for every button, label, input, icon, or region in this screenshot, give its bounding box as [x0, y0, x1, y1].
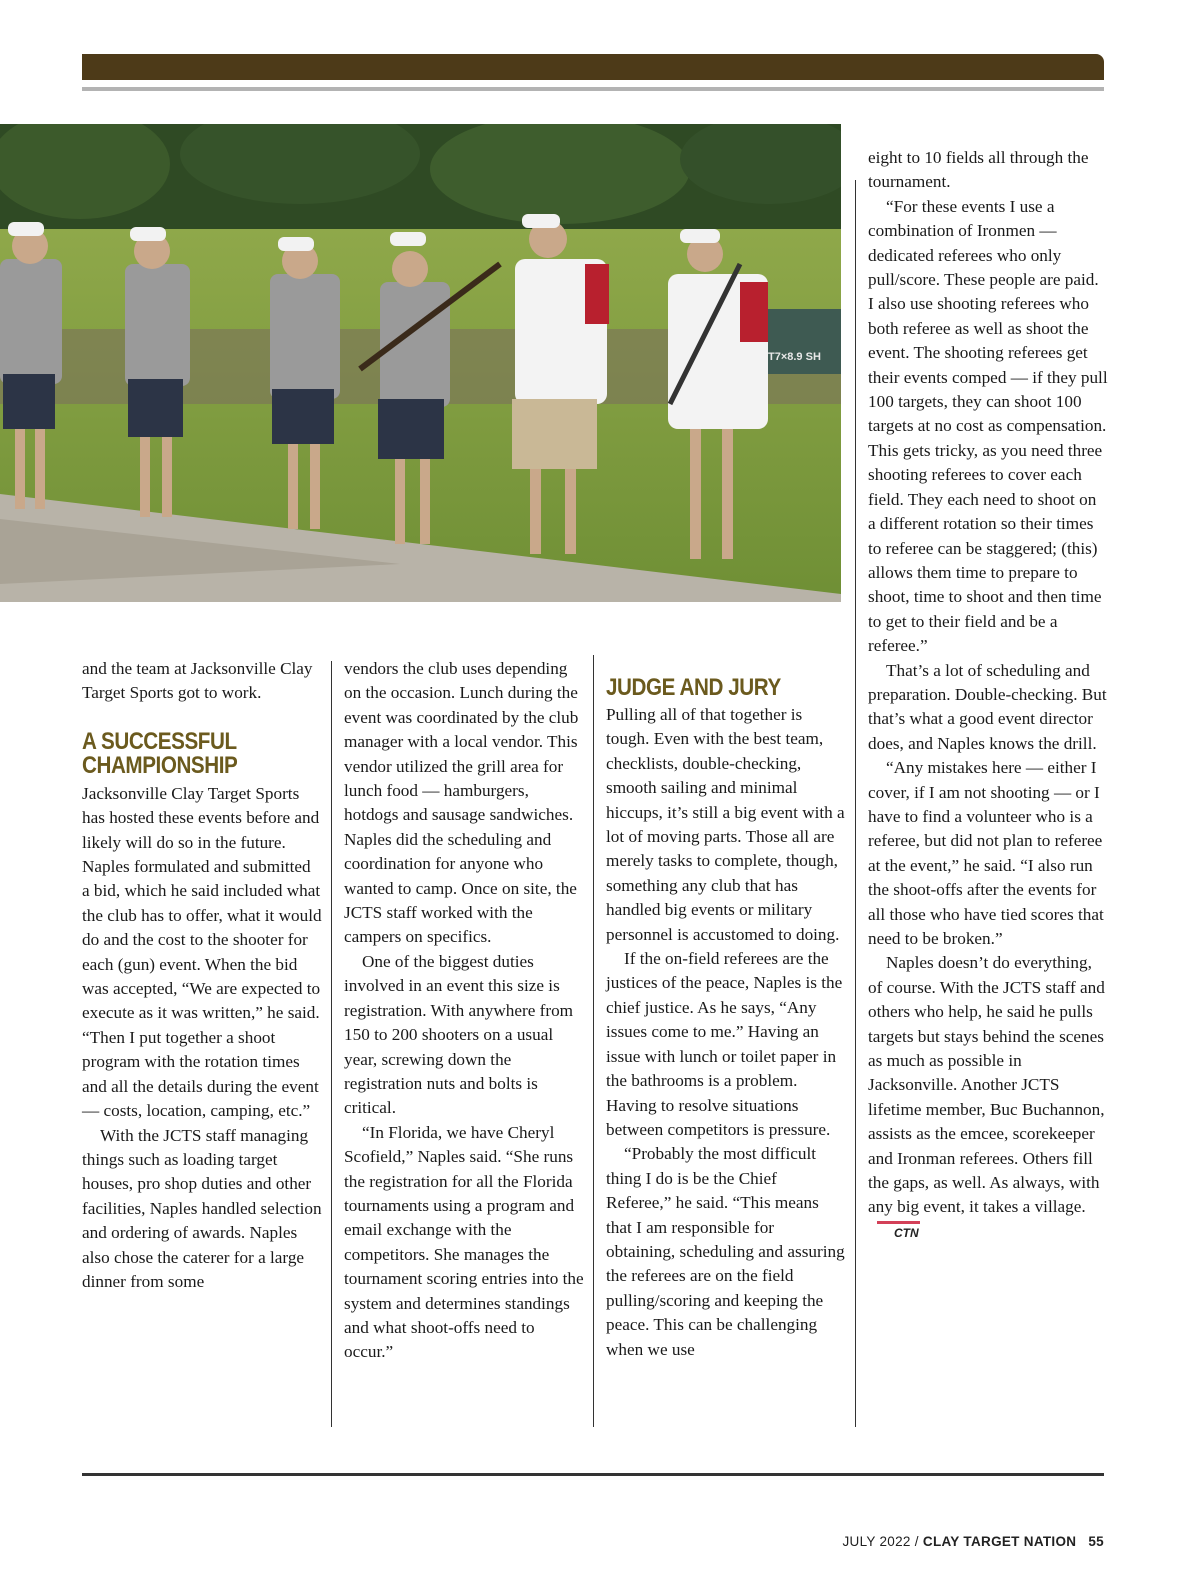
- header-bar: [82, 54, 1104, 80]
- paragraph: eight to 10 fields all through the tournament.: [868, 148, 1089, 192]
- magazine-name: CLAY TARGET NATION: [922, 1534, 1077, 1549]
- photo-shooters-lineup: [0, 124, 841, 602]
- column-divider: [331, 661, 332, 1427]
- article-column-4: [868, 146, 1108, 1245]
- section-heading: JUDGE AND JURY: [606, 674, 781, 701]
- paragraph-final: [868, 951, 1108, 1245]
- section-heading: A SUCCESSFUL CHAMPIONSHIP: [82, 727, 238, 779]
- article-column-1: [82, 657, 322, 1294]
- page-footer: [842, 1534, 1104, 1549]
- footer-rule: [82, 1473, 1104, 1476]
- header-rule: [82, 87, 1104, 91]
- trap-house-label: T7×8.9 SH: [768, 351, 821, 363]
- paragraph: “Probably the most difficult thing I do is be the Chief Referee,” he said. “This means that I am responsible for obtaining, scheduling and assuring the referees are on the field pulling/scoring and keeping the peace. This can be challenging when we use: [606, 1144, 845, 1359]
- article-column-3: [606, 676, 846, 1362]
- paragraph: If the on-field referees are the justices of the peace, Naples is the chief justice. As he says, “Any issues come to me.” Having an issue with lunch or toilet paper in the bathrooms is a problem. Having to resolve situations between competitors is pressure.: [606, 949, 843, 1139]
- article-column-2: [344, 657, 584, 1365]
- issue-date: JULY 2022 /: [842, 1534, 919, 1549]
- paragraph: Pulling all of that together is tough. Even with the best team, checklists, double-checking, smooth sailing and minimal hiccups, it’s still a big event with a lot of moving parts. Those all are merely tasks to complete, though, something any club that has handled big events or military personnel is accustomed to doing.: [606, 705, 845, 944]
- paragraph-text: Naples doesn’t do everything, of course. With the JCTS staff and others who help, he said he pulls targets but stays behind the scenes as much as possible in Jacksonville. Another JCTS lifetime member, Buc Buchannon, assists as the emcee, scorekeeper and Ironman referees. Others fill the gaps, as well. As always, with any big event, it takes a village.: [868, 953, 1105, 1217]
- paragraph: vendors the club uses depending on the occasion. Lunch during the event was coordinated by the club manager with a local vendor. This vendor utilized the grill area for lunch food — hamburgers, hotdogs and sausage sandwiches. Naples did the scheduling and coordination for anyone who wanted to camp. Once on site, the JCTS staff worked with the campers on specifics.: [344, 659, 579, 947]
- paragraph: Jacksonville Clay Target Sports has hosted these events before and likely will do so in the future. Naples formulated and submitted a bid, which he said included what the club has to offer, what it would do and the cost to the shooter for each (gun) event. When the bid was accepted, “We are expected to execute as it was written,” he said. “Then I put together a shoot program with the rotation times and all the details during the event — costs, location, camping, etc.”: [82, 783, 322, 1121]
- paragraph: “Any mistakes here — either I cover, if I am not shooting — or I have to find a volunteer who is a referee, but did not plan to referee at the event,” he said. “I also run the shoot-offs after the events for all those who have tied scores that need to be broken.”: [868, 758, 1104, 948]
- paragraph: That’s a lot of scheduling and preparation. Double-checking. But that’s what a good event director does, and Naples knows the drill.: [868, 660, 1107, 753]
- page-number: 55: [1088, 1534, 1104, 1549]
- column-divider: [855, 180, 856, 1427]
- ctn-end-mark-logo: CTN: [876, 1221, 919, 1245]
- paragraph: With the JCTS staff managing things such as loading target houses, pro shop duties and other facilities, Naples handled selection and ordering of awards. Naples also chose the caterer for a large dinner from some: [82, 1125, 322, 1291]
- paragraph: One of the biggest duties involved in an event this size is registration. With anywhere from 150 to 200 shooters on a usual year, screwing down the registration nuts and bolts is critical.: [344, 951, 574, 1118]
- paragraph: “In Florida, we have Cheryl Scofield,” Naples said. “She runs the registration for all the Florida tournaments using a program and email exchange with the competitors. She manages the tournament scoring entries into the system and determines standings and what shoot-offs need to occur.”: [344, 1122, 584, 1362]
- paragraph: “For these events I use a combination of Ironmen — dedicated referees who only pull/score. These people are paid. I also use shooting referees who both referee as well as shoot the event. The shooting referees get their events comped — if they pull 100 targets, they can shoot 100 targets at no cost as compensation. This gets tricky, as you need three shooting referees to cover each field. They each need to shoot on a different rotation so their times to referee can be staggered; (this) allows them time to prepare to shoot, time to shoot and then time to get to their field and be a referee.”: [868, 196, 1108, 656]
- paragraph: and the team at Jacksonville Clay Target Sports got to work.: [82, 659, 313, 703]
- column-divider: [593, 655, 594, 1427]
